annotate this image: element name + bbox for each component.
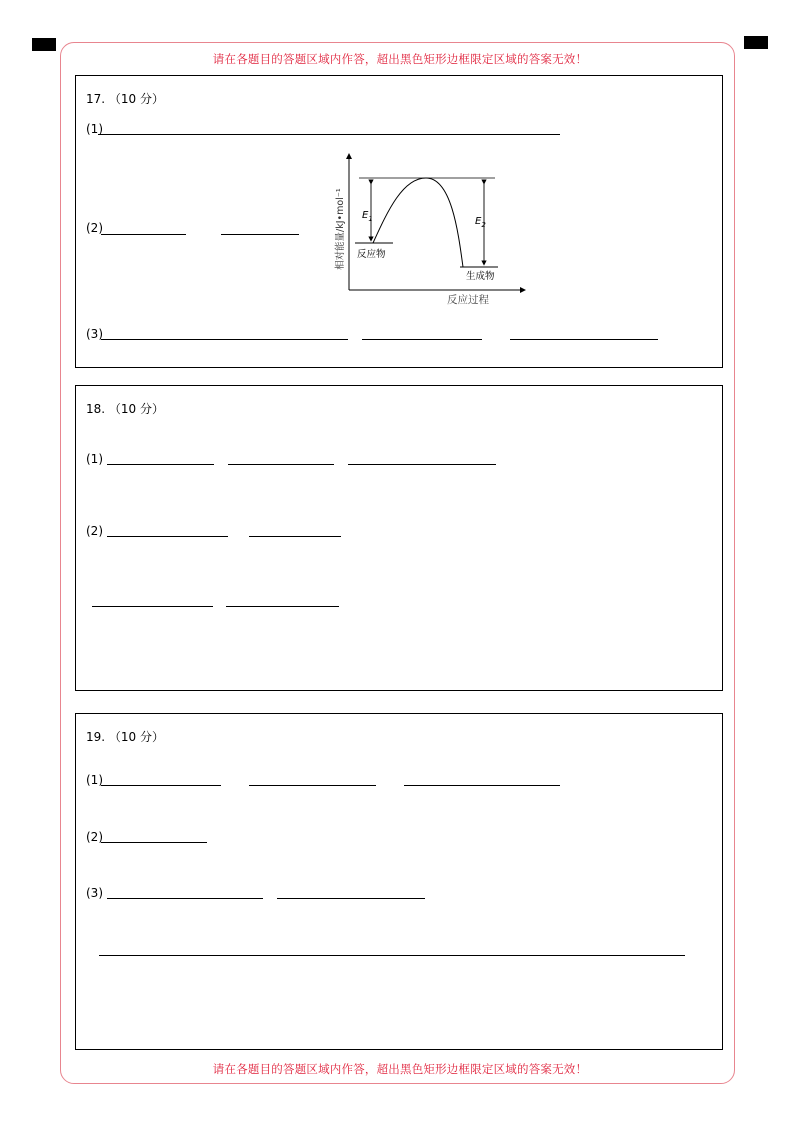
q19-part-3-answer-line-a[interactable] <box>107 898 263 899</box>
energy-profile-diagram <box>333 150 533 310</box>
q17-part-1-answer-line[interactable] <box>98 134 560 135</box>
question-17-title: 17. （10 分） <box>86 92 164 106</box>
e1-label: $E_1$ <box>362 210 373 223</box>
x-axis-label: 反应过程 <box>447 294 489 306</box>
q17-part-3-answer-line-a[interactable] <box>101 339 348 340</box>
q19-part-4-answer-line[interactable] <box>99 955 685 956</box>
q17-part-2-label: (2) <box>86 221 103 235</box>
q17-part-2-answer-line-a[interactable] <box>101 234 186 235</box>
q18-part-1-answer-line-b[interactable] <box>228 464 334 465</box>
registration-mark-left <box>32 38 56 51</box>
question-18-title: 18. （10 分） <box>86 402 164 416</box>
q18-part-1-label: (1) <box>86 452 103 466</box>
q19-part-1-answer-line-b[interactable] <box>249 785 376 786</box>
q17-part-3-label: (3) <box>86 327 103 341</box>
question-18-box <box>75 385 723 691</box>
notice-top: 请在各题目的答题区域内作答，超出黑色矩形边框限定区域的答案无效！ <box>212 52 588 66</box>
question-19-title: 19. （10 分） <box>86 730 164 744</box>
q19-part-3-label: (3) <box>86 886 103 900</box>
q17-part-1-label: (1) <box>86 122 103 136</box>
q17-part-2-answer-line-b[interactable] <box>221 234 299 235</box>
q19-part-1-answer-line-a[interactable] <box>101 785 221 786</box>
q19-part-3-answer-line-b[interactable] <box>277 898 425 899</box>
question-19-box <box>75 713 723 1050</box>
notice-bottom: 请在各题目的答题区域内作答，超出黑色矩形边框限定区域的答案无效！ <box>212 1062 588 1076</box>
q19-part-1-answer-line-c[interactable] <box>404 785 560 786</box>
q17-part-3-answer-line-c[interactable] <box>510 339 658 340</box>
q18-part-2-answer-line-b[interactable] <box>249 536 341 537</box>
q19-part-1-label: (1) <box>86 773 103 787</box>
reactant-label: 反应物 <box>357 249 386 260</box>
q18-part-2-answer-line-a[interactable] <box>107 536 228 537</box>
q18-part-3-answer-line-b[interactable] <box>226 606 339 607</box>
y-axis-label: 相对能量/kJ•mol⁻¹ <box>335 188 346 270</box>
e2-label: $E_2$ <box>475 216 486 229</box>
q18-part-1-answer-line-c[interactable] <box>348 464 496 465</box>
q19-part-2-answer-line[interactable] <box>101 842 207 843</box>
q18-part-2-label: (2) <box>86 524 103 538</box>
registration-mark-right <box>744 36 768 49</box>
product-label: 生成物 <box>466 271 495 282</box>
q18-part-1-answer-line-a[interactable] <box>107 464 214 465</box>
energy-curve <box>373 178 463 267</box>
q18-part-3-answer-line-a[interactable] <box>92 606 213 607</box>
q19-part-2-label: (2) <box>86 830 103 844</box>
q17-part-3-answer-line-b[interactable] <box>362 339 482 340</box>
